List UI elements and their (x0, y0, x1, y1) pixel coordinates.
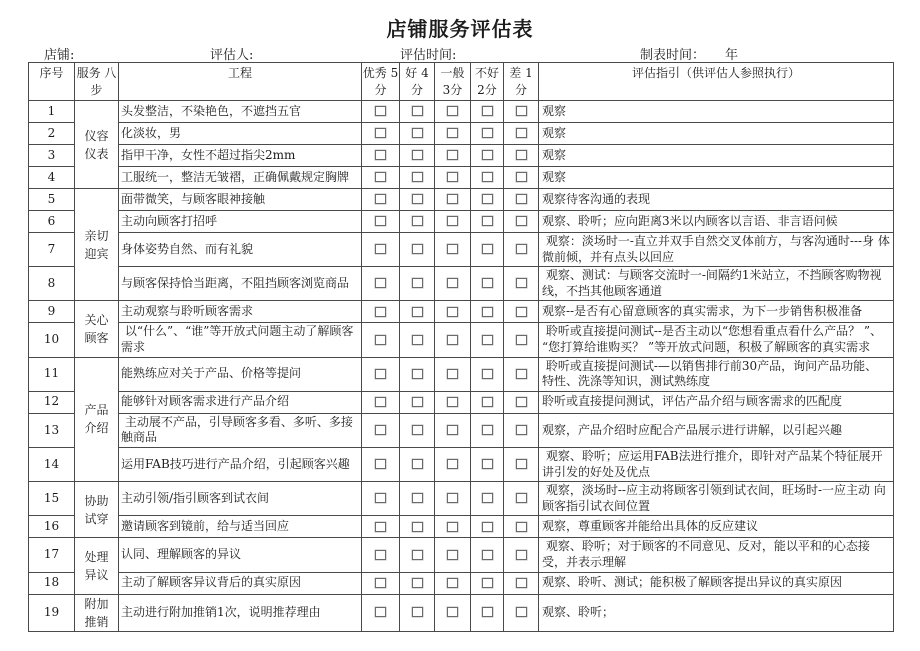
score-cell (400, 301, 435, 323)
score-cell (504, 301, 539, 323)
score-cell (362, 167, 400, 189)
checkbox-icon[interactable] (482, 244, 493, 254)
score-cell (362, 391, 400, 413)
evaluation-guide: 聆听或直接提问测试--是否主动以“您想看重点看什么产品？ ”、 “您打算给谁购买？ ”等开放式问题，积极了解顾客的真实需求 (539, 323, 894, 357)
score-cell (362, 447, 400, 481)
score-cell (435, 538, 471, 572)
table-row (29, 391, 894, 413)
row-number: 19 (29, 594, 75, 631)
evaluation-table (28, 62, 894, 632)
evaluation-guide: 观察 (539, 167, 894, 189)
score-cell (504, 594, 539, 631)
assessor-label: 评估人: (210, 48, 254, 63)
table-row (29, 538, 894, 572)
process-item: 工服统一，整洁无皱褶，正确佩戴规定胸牌 (119, 167, 362, 189)
score-cell (435, 413, 471, 447)
page-title: 店铺服务评估表 (386, 17, 534, 41)
service-step-group-label: 亲切 迎宾 (75, 189, 119, 301)
checkbox-icon[interactable] (447, 278, 458, 288)
checkbox-icon[interactable] (516, 397, 527, 407)
score-cell (471, 167, 504, 189)
checkbox-icon[interactable] (482, 106, 493, 116)
score-cell (435, 447, 471, 481)
checkbox-icon[interactable] (412, 522, 423, 532)
evaluation-guide: 观察，尊重顾客并能给出具体的反应建议 (539, 516, 894, 538)
table-row (29, 413, 894, 447)
row-number: 15 (29, 482, 75, 516)
checkbox-icon[interactable] (375, 150, 386, 160)
evaluation-guide: 观察，产品介绍时应配合产品展示进行讲解，以引起兴趣 (539, 413, 894, 447)
evaluation-guide: 观察、测试：与顾客交流时一-间隔约1米站立，不挡顾客购物视 线，不挡其他顾客通道 (539, 267, 894, 301)
evaluation-guide: 聆听或直接提问测试，评估产品介绍与顾客需求的匹配度 (539, 391, 894, 413)
checkbox-icon[interactable] (375, 425, 386, 435)
checkbox-icon[interactable] (412, 106, 423, 116)
checkbox-icon[interactable] (482, 459, 493, 469)
checkbox-icon[interactable] (447, 459, 458, 469)
table-row (29, 572, 894, 594)
checkbox-icon[interactable] (447, 335, 458, 345)
checkbox-icon[interactable] (482, 128, 493, 138)
checkbox-icon[interactable] (375, 459, 386, 469)
score-cell (362, 538, 400, 572)
checkbox-icon[interactable] (375, 172, 386, 182)
evaluation-guide: 观察 (539, 101, 894, 123)
checkbox-icon[interactable] (375, 128, 386, 138)
row-number: 12 (29, 391, 75, 413)
checkbox-icon[interactable] (482, 607, 493, 617)
checkbox-icon[interactable] (516, 522, 527, 532)
score-cell (362, 211, 400, 233)
table-row (29, 189, 894, 211)
row-number: 9 (29, 301, 75, 323)
evaluation-guide: 观察，淡场时--应主动将顾客引领到试衣间，旺场时-一应主动 向顾客指引试衣间位置 (539, 482, 894, 516)
checkbox-icon[interactable] (482, 172, 493, 182)
score-cell (471, 323, 504, 357)
checkbox-icon[interactable] (516, 172, 527, 182)
checkbox-icon[interactable] (516, 128, 527, 138)
service-step-group-label: 产品 介绍 (75, 357, 119, 482)
table-row (29, 145, 894, 167)
table-row (29, 101, 894, 123)
checkbox-icon[interactable] (412, 550, 423, 560)
checkbox-icon[interactable] (516, 307, 527, 317)
row-number: 13 (29, 413, 75, 447)
checkbox-icon[interactable] (482, 335, 493, 345)
score-cell (435, 233, 471, 267)
checkbox-icon[interactable] (375, 307, 386, 317)
checkbox-icon[interactable] (447, 216, 458, 226)
score-cell (362, 572, 400, 594)
checkbox-icon[interactable] (447, 578, 458, 588)
score-cell (400, 233, 435, 267)
score-cell (362, 267, 400, 301)
score-cell (504, 123, 539, 145)
process-item: 以“什么”、“谁”等开放式问题主动了解顾客需求 (119, 323, 362, 357)
checkbox-icon[interactable] (482, 425, 493, 435)
checkbox-icon[interactable] (482, 194, 493, 204)
checkbox-icon[interactable] (412, 335, 423, 345)
score-cell (504, 572, 539, 594)
checkbox-icon[interactable] (375, 369, 386, 379)
row-number: 11 (29, 357, 75, 391)
score-cell (435, 357, 471, 391)
score-cell (435, 516, 471, 538)
process-item: 主动进行附加推销1次，说明推荐理由 (119, 594, 362, 631)
table-row (29, 357, 894, 391)
checkbox-icon[interactable] (447, 128, 458, 138)
checkbox-icon[interactable] (412, 307, 423, 317)
evaluation-guide: 观察：淡场时一-直立并双手自然交叉体前方，与客沟通时---身 体微前倾，并有点头以回应 (539, 233, 894, 267)
evaluation-guide: 观察、聆听；对于顾客的不同意见、反对，能以平和的心态接受，并表示理解 (539, 538, 894, 572)
score-cell (471, 101, 504, 123)
checkbox-icon[interactable] (375, 493, 386, 503)
score-cell (471, 357, 504, 391)
checkbox-icon[interactable] (412, 425, 423, 435)
score-cell (400, 572, 435, 594)
score-cell (471, 267, 504, 301)
process-item: 邀请顾客到镜前，给与适当回应 (119, 516, 362, 538)
score-cell (400, 167, 435, 189)
score-cell (471, 189, 504, 211)
checkbox-icon[interactable] (482, 278, 493, 288)
evaluation-guide: 观察、聆听； (539, 594, 894, 631)
table-row (29, 233, 894, 267)
row-number: 5 (29, 189, 75, 211)
score-cell (471, 538, 504, 572)
table-row (29, 594, 894, 631)
checkbox-icon[interactable] (375, 244, 386, 254)
checkbox-icon[interactable] (447, 550, 458, 560)
col-header-steps: 服务 八步 (75, 63, 119, 101)
checkbox-icon[interactable] (375, 216, 386, 226)
table-row (29, 323, 894, 357)
score-cell (362, 323, 400, 357)
process-item: 主动向顾客打招呼 (119, 211, 362, 233)
score-cell (400, 482, 435, 516)
score-cell (504, 447, 539, 481)
checkbox-icon[interactable] (447, 397, 458, 407)
process-item: 主动了解顾客异议背后的真实原因 (119, 572, 362, 594)
score-cell (504, 516, 539, 538)
checkbox-icon[interactable] (375, 194, 386, 204)
checkbox-icon[interactable] (447, 493, 458, 503)
score-cell (400, 323, 435, 357)
checkbox-icon[interactable] (447, 522, 458, 532)
score-cell (362, 482, 400, 516)
score-cell (504, 167, 539, 189)
score-cell (400, 357, 435, 391)
table-row (29, 447, 894, 481)
row-number: 2 (29, 123, 75, 145)
process-item: 头发整洁，不染艳色，不遮挡五官 (119, 101, 362, 123)
score-cell (504, 391, 539, 413)
score-cell (504, 211, 539, 233)
process-item: 能够针对顾客需求进行产品介绍 (119, 391, 362, 413)
score-cell (435, 572, 471, 594)
score-cell (435, 101, 471, 123)
score-cell (400, 594, 435, 631)
service-step-group-label: 处理 异议 (75, 538, 119, 594)
checkbox-icon[interactable] (375, 278, 386, 288)
checkbox-icon[interactable] (482, 369, 493, 379)
score-cell (400, 267, 435, 301)
checkbox-icon[interactable] (412, 397, 423, 407)
row-number: 4 (29, 167, 75, 189)
score-cell (435, 211, 471, 233)
score-cell (471, 145, 504, 167)
checkbox-icon[interactable] (516, 216, 527, 226)
score-cell (400, 413, 435, 447)
checkbox-icon[interactable] (447, 106, 458, 116)
checkbox-icon[interactable] (516, 459, 527, 469)
score-cell (471, 572, 504, 594)
checkbox-icon[interactable] (412, 216, 423, 226)
score-cell (362, 594, 400, 631)
row-number: 17 (29, 538, 75, 572)
table-row (29, 267, 894, 301)
checkbox-icon[interactable] (375, 397, 386, 407)
process-item: 身体姿势自然、而有礼貌 (119, 233, 362, 267)
evaluation-guide: 观察 (539, 123, 894, 145)
table-row (29, 516, 894, 538)
score-cell (504, 413, 539, 447)
row-number: 18 (29, 572, 75, 594)
checkbox-icon[interactable] (482, 493, 493, 503)
score-cell (400, 145, 435, 167)
process-item: 指甲干净，女性不超过指尖2mm (119, 145, 362, 167)
score-cell (435, 391, 471, 413)
process-item: 认同、理解顾客的异议 (119, 538, 362, 572)
checkbox-icon[interactable] (516, 578, 527, 588)
row-number: 6 (29, 211, 75, 233)
score-cell (504, 538, 539, 572)
process-item: 面带微笑，与顾客眼神接触 (119, 189, 362, 211)
score-cell (504, 189, 539, 211)
col-header-score-bad: 不好 2分 (471, 63, 504, 101)
score-cell (435, 323, 471, 357)
process-item: 主动观察与聆听顾客需求 (119, 301, 362, 323)
score-cell (400, 538, 435, 572)
col-header-score-excellent: 优秀 5分 (362, 63, 400, 101)
row-number: 7 (29, 233, 75, 267)
score-cell (400, 189, 435, 211)
checkbox-icon[interactable] (375, 550, 386, 560)
made-time-text: 制表时间： (640, 48, 706, 63)
process-item: 主动展不产品，引导顾客多看、多听、多接触商品 (119, 413, 362, 447)
table-row (29, 167, 894, 189)
evaluation-guide: 观察、聆听；应运用FAB法进行推介，即针对产品某个特征展开 讲引发的好处及优点 (539, 447, 894, 481)
checkbox-icon[interactable] (516, 369, 527, 379)
score-cell (471, 123, 504, 145)
col-header-score-average: 一般 3分 (435, 63, 471, 101)
score-cell (471, 211, 504, 233)
score-cell (362, 145, 400, 167)
checkbox-icon[interactable] (516, 550, 527, 560)
table-row (29, 211, 894, 233)
score-cell (435, 145, 471, 167)
checkbox-icon[interactable] (375, 578, 386, 588)
checkbox-icon[interactable] (447, 425, 458, 435)
checkbox-icon[interactable] (447, 150, 458, 160)
checkbox-icon[interactable] (412, 172, 423, 182)
checkbox-icon[interactable] (375, 522, 386, 532)
score-cell (471, 301, 504, 323)
score-cell (400, 211, 435, 233)
row-number: 10 (29, 323, 75, 357)
checkbox-icon[interactable] (412, 369, 423, 379)
score-cell (471, 482, 504, 516)
checkbox-icon[interactable] (412, 128, 423, 138)
score-cell (400, 516, 435, 538)
score-cell (504, 233, 539, 267)
col-header-no: 序号 (29, 63, 75, 101)
evaluation-guide: 观察 (539, 145, 894, 167)
checkbox-icon[interactable] (447, 307, 458, 317)
store-label: 店铺: (44, 48, 75, 63)
col-header-score-good: 好 4分 (400, 63, 435, 101)
score-cell (504, 145, 539, 167)
checkbox-icon[interactable] (516, 278, 527, 288)
score-cell (471, 594, 504, 631)
checkbox-icon[interactable] (375, 607, 386, 617)
checkbox-icon[interactable] (516, 194, 527, 204)
score-cell (362, 233, 400, 267)
checkbox-icon[interactable] (412, 278, 423, 288)
process-item: 主动引领/指引顾客到试衣间 (119, 482, 362, 516)
score-cell (435, 189, 471, 211)
service-step-group-label: 协助 试穿 (75, 482, 119, 538)
score-cell (362, 189, 400, 211)
checkbox-icon[interactable] (447, 244, 458, 254)
score-cell (362, 301, 400, 323)
service-step-group-label: 关心 顾客 (75, 301, 119, 357)
table-header-row (29, 63, 894, 101)
evaluation-table-body (29, 101, 894, 632)
year-label: 年 (725, 48, 739, 63)
checkbox-icon[interactable] (516, 150, 527, 160)
checkbox-icon[interactable] (412, 493, 423, 503)
checkbox-icon[interactable] (375, 106, 386, 116)
evaluation-guide: 观察、聆听、测试；能积极了解顾客提出异议的真实原因 (539, 572, 894, 594)
score-cell (504, 482, 539, 516)
service-step-group-label: 仪容 仪表 (75, 101, 119, 189)
service-step-group-label: 附加 推销 (75, 594, 119, 631)
checkbox-icon[interactable] (447, 172, 458, 182)
row-number: 14 (29, 447, 75, 481)
score-cell (362, 101, 400, 123)
score-cell (471, 447, 504, 481)
score-cell (504, 267, 539, 301)
score-cell (362, 357, 400, 391)
checkbox-icon[interactable] (412, 607, 423, 617)
checkbox-icon[interactable] (375, 335, 386, 345)
checkbox-icon[interactable] (516, 106, 527, 116)
checkbox-icon[interactable] (412, 578, 423, 588)
checkbox-icon[interactable] (482, 397, 493, 407)
col-header-guide: 评估指引（供评估人参照执行） (539, 63, 894, 101)
score-cell (362, 413, 400, 447)
table-row (29, 123, 894, 145)
checkbox-icon[interactable] (447, 369, 458, 379)
score-cell (400, 123, 435, 145)
col-header-score-poor: 差 1分 (504, 63, 539, 101)
score-cell (400, 101, 435, 123)
eval-time-label: 评估时间: (400, 48, 457, 63)
score-cell (471, 233, 504, 267)
score-cell (504, 101, 539, 123)
process-item: 化淡妆，男 (119, 123, 362, 145)
checkbox-icon[interactable] (412, 244, 423, 254)
evaluation-guide: 观察--是否有心留意顾客的真实需求，为下一步销售积极准备 (539, 301, 894, 323)
score-cell (504, 323, 539, 357)
checkbox-icon[interactable] (516, 335, 527, 345)
made-time-label (640, 44, 738, 63)
score-cell (435, 123, 471, 145)
score-cell (400, 447, 435, 481)
table-row (29, 482, 894, 516)
row-number: 16 (29, 516, 75, 538)
checkbox-icon[interactable] (482, 522, 493, 532)
score-cell (435, 594, 471, 631)
process-item: 与顾客保持恰当距离，不阻挡顾客浏览商品 (119, 267, 362, 301)
checkbox-icon[interactable] (482, 550, 493, 560)
checkbox-icon[interactable] (482, 578, 493, 588)
score-cell (504, 357, 539, 391)
score-cell (471, 391, 504, 413)
process-item: 能熟练应对关于产品、价格等提问 (119, 357, 362, 391)
checkbox-icon[interactable] (447, 607, 458, 617)
evaluation-guide: 聆听或直接提问测试-—以销售排行前30产品，询问产品功能、 特性、洗涤等知识，测试熟练度 (539, 357, 894, 391)
row-number: 1 (29, 101, 75, 123)
score-cell (471, 516, 504, 538)
score-cell (435, 267, 471, 301)
form-info-line (0, 44, 920, 63)
row-number: 3 (29, 145, 75, 167)
row-number: 8 (29, 267, 75, 301)
process-item: 运用FAB技巧进行产品介绍，引起顾客兴趣 (119, 447, 362, 481)
checkbox-icon[interactable] (482, 307, 493, 317)
checkbox-icon[interactable] (516, 244, 527, 254)
score-cell (435, 482, 471, 516)
score-cell (362, 123, 400, 145)
score-cell (471, 413, 504, 447)
checkbox-icon[interactable] (516, 607, 527, 617)
checkbox-icon[interactable] (412, 150, 423, 160)
score-cell (435, 301, 471, 323)
score-cell (362, 516, 400, 538)
evaluation-guide: 观察待客沟通的表现 (539, 189, 894, 211)
checkbox-icon[interactable] (447, 194, 458, 204)
checkbox-icon[interactable] (412, 194, 423, 204)
col-header-item: 工程 (119, 63, 362, 101)
table-row (29, 301, 894, 323)
checkbox-icon[interactable] (516, 493, 527, 503)
score-cell (400, 391, 435, 413)
checkbox-icon[interactable] (482, 216, 493, 226)
checkbox-icon[interactable] (516, 425, 527, 435)
checkbox-icon[interactable] (482, 150, 493, 160)
evaluation-guide: 观察、聆听；应向距离3米以内顾客以言语、非言语问候 (539, 211, 894, 233)
score-cell (435, 167, 471, 189)
checkbox-icon[interactable] (412, 459, 423, 469)
